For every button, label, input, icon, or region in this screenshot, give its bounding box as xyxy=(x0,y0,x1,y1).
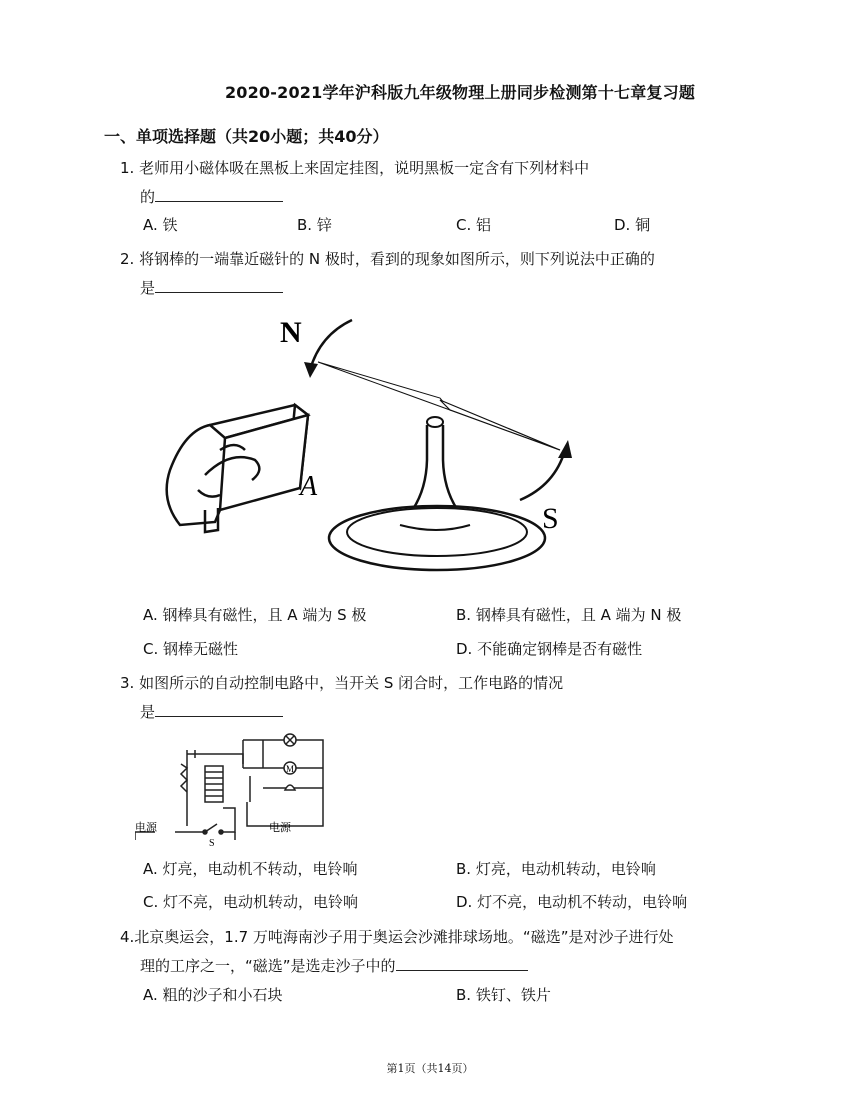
q2-figure-compass-steel-rod xyxy=(150,300,590,600)
q3-label-power-left: 电源 xyxy=(135,822,157,834)
q1-option-a: A. 铁 xyxy=(143,216,178,234)
q2-label-s: S xyxy=(542,502,559,535)
q2-label-a: A xyxy=(300,471,318,502)
q4-option-a: A. 粗的沙子和小石块 xyxy=(143,986,283,1004)
q1-stem-line2 xyxy=(140,186,283,208)
q3-answer-blank xyxy=(155,702,283,717)
q3-label-power-right: 电源 xyxy=(269,822,291,834)
q1-option-b: B. 锌 xyxy=(297,216,332,234)
q3-figure-relay-circuit xyxy=(135,728,335,848)
q2-option-b: B. 钢棒具有磁性，且 A 端为 N 极 xyxy=(456,606,682,624)
q4-answer-blank xyxy=(396,956,528,971)
q2-answer-blank xyxy=(155,278,283,293)
q2-stem-text: 是 xyxy=(140,279,156,297)
page-footer: 第1页（共14页） xyxy=(386,1062,474,1075)
q3-option-a: A. 灯亮，电动机不转动，电铃响 xyxy=(143,860,358,878)
q1-stem-line1: 1. 老师用小磁体吸在黑板上来固定挂图，说明黑板一定含有下列材料中 xyxy=(120,159,590,177)
q3-work-circuit-wire xyxy=(243,740,323,826)
q3-label-switch: S xyxy=(209,838,215,848)
q2-arrow-s xyxy=(520,450,565,500)
q1-option-d: D. 铜 xyxy=(614,216,651,234)
q1-option-c: C. 铝 xyxy=(456,216,492,234)
q2-hand-with-steel-rod xyxy=(167,405,308,532)
q4-stem-line2 xyxy=(140,955,528,977)
q4-stem-text: 理的工序之一，“磁选”是选走沙子中的 xyxy=(140,957,396,975)
q2-option-c: C. 钢棒无磁性 xyxy=(143,640,239,658)
q3-stem-text: 是 xyxy=(140,703,156,721)
q3-option-b: B. 灯亮，电动机转动，电铃响 xyxy=(456,860,656,878)
q1-stem-text: 的 xyxy=(140,188,156,206)
q2-stem-line1: 2. 将钢棒的一端靠近磁针的 N 极时，看到的现象如图所示，则下列说法中正确的 xyxy=(120,250,655,268)
q2-label-n: N xyxy=(280,316,302,349)
q3-bell-symbol xyxy=(285,785,295,790)
page-title: 2020-2021学年沪科版九年级物理上册同步检测第十七章复习题 xyxy=(224,83,696,102)
q2-compass-base xyxy=(329,506,545,570)
q2-option-a: A. 钢棒具有磁性，且 A 端为 S 极 xyxy=(143,606,367,624)
q1-answer-blank xyxy=(155,187,283,202)
q4-stem-line1: 4.北京奥运会，1.7 万吨海南沙子用于奥运会沙滩排球场地。“磁选”是对沙子进行处 xyxy=(120,928,674,946)
q4-option-b: B. 铁钉、铁片 xyxy=(456,986,551,1004)
q3-relay-frame xyxy=(187,750,195,826)
q2-arrow-n xyxy=(310,320,352,370)
q3-option-c: C. 灯不亮，电动机转动，电铃响 xyxy=(143,893,359,911)
q2-stem-line2 xyxy=(140,277,283,299)
q3-label-motor: M xyxy=(286,764,295,774)
q3-option-d: D. 灯不亮，电动机不转动，电铃响 xyxy=(456,893,688,911)
q3-stem-line1: 3. 如图所示的自动控制电路中，当开关 S 闭合时，工作电路的情况 xyxy=(120,674,564,692)
section-heading: 一、单项选择题（共20小题；共40分） xyxy=(104,127,389,146)
q3-stem-line2 xyxy=(140,701,283,723)
q2-option-d: D. 不能确定钢棒是否有磁性 xyxy=(456,640,643,658)
